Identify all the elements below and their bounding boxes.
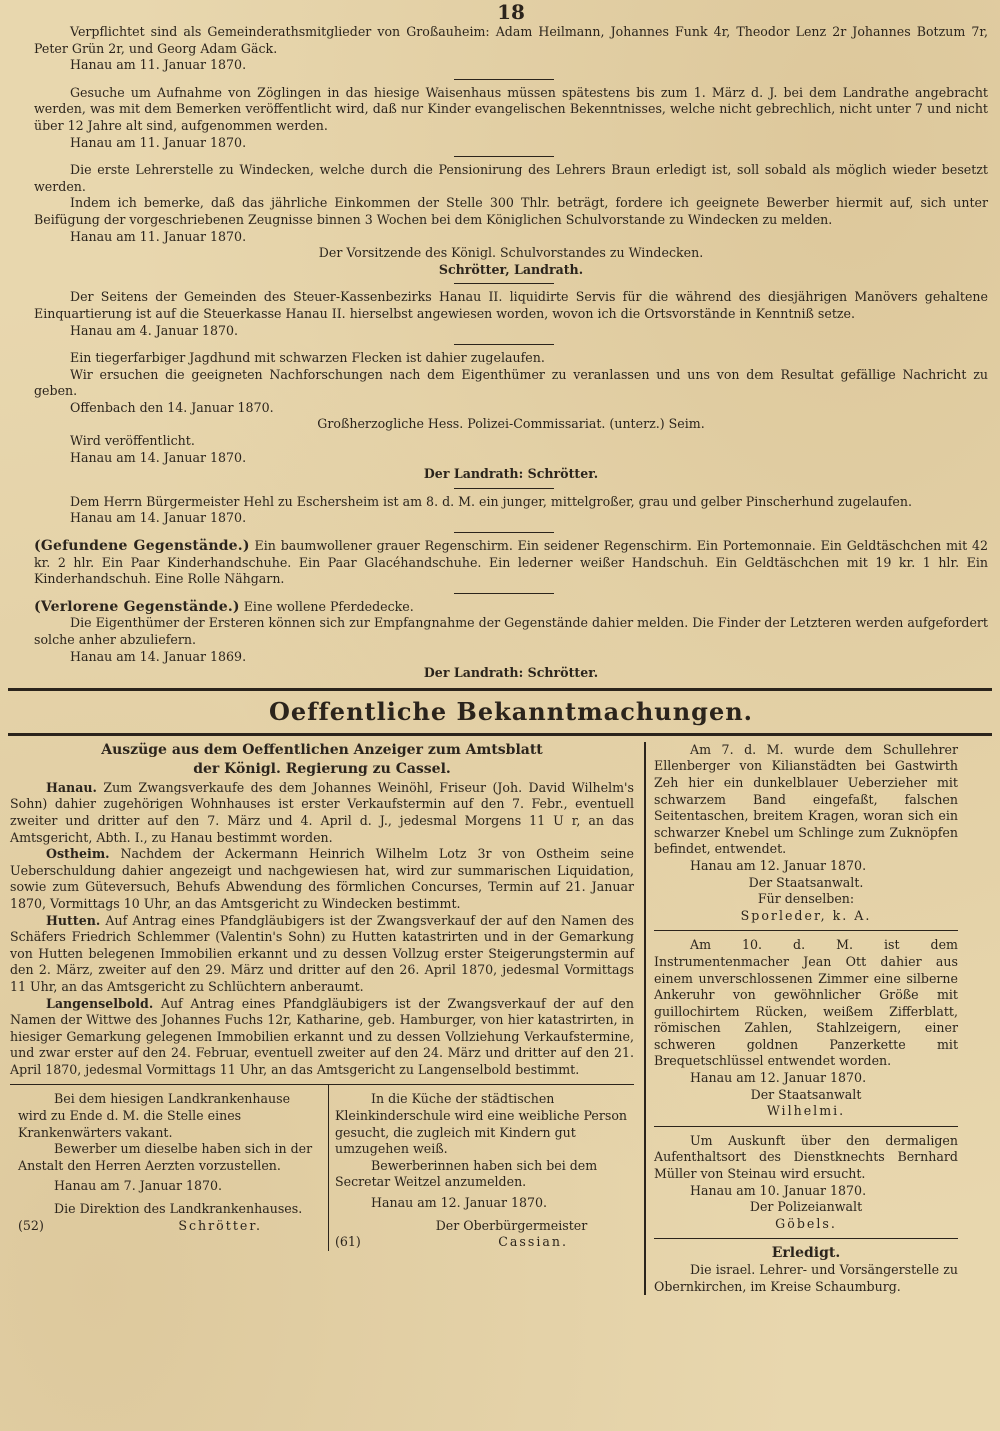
notice-date: Hanau am 12. Januar 1870. xyxy=(690,857,867,873)
separator xyxy=(454,344,554,345)
notice-signature-name: Wilhelmi. xyxy=(766,1103,846,1119)
box-number: (52) xyxy=(18,1217,44,1233)
right-column xyxy=(646,742,958,1295)
separator xyxy=(454,488,554,489)
main-heading: Oeffentliche Bekanntmachungen. xyxy=(268,696,754,726)
section-text: Zum Zwangsverkaufe des dem Johannes Weinöhl, Friseur (Joh. David Wilhelm's Sohn) dahier zugehörigen Wohnhauses ist erster Verkaufstermin auf den 7. Febr., eventuell zweiter und dritter auf den 7. März und 4. April d. J., jedesmal Morgens 11 U r, an das Amtsgericht, Abth. I., zu Hanau bestimmt worden. xyxy=(10,779,634,845)
box-signature-row xyxy=(335,1234,628,1251)
notice-signature: Der Staatsanwalt. xyxy=(748,874,864,890)
box-signature: Die Direktion des Landkrankenhauses. xyxy=(54,1201,303,1217)
section-hutten xyxy=(10,913,634,996)
notice-signature: Großherzogliche Hess. Polizei-Commissariat. (unterz.) Seim. xyxy=(317,416,705,432)
notice-signature: Der Staatsanwalt xyxy=(750,1086,862,1102)
small-notices-row xyxy=(10,1085,634,1250)
notice-gefundene xyxy=(34,538,988,588)
notice-signature-name: Der Landrath: Schrötter. xyxy=(423,665,599,681)
box-signature-row xyxy=(18,1218,322,1235)
notice-lehrerstelle-detail: Indem ich bemerke, daß das jährliche Einkommen der Stelle 300 Thlr. beträgt, fordere ich geeignete Bewerber hiermit auf, sich unter Beifügung der vorgeschriebenen Zeugnisse binnen 3 Wochen bei dem Königlichen Schulvorstande zu Windecken zu melden. xyxy=(34,195,988,227)
box-date: Hanau am 12. Januar 1870. xyxy=(370,1195,548,1211)
separator xyxy=(454,79,554,80)
box-text: In die Küche der städtischen Kleinkinderschule wird eine weibliche Person gesucht, die zugleich mit Kindern gut umzugehen weiß. xyxy=(334,1091,628,1157)
notice-date: Hanau am 11. Januar 1870. xyxy=(70,228,247,244)
notice-date: Hanau am 14. Januar 1869. xyxy=(70,648,247,664)
separator xyxy=(654,1126,958,1127)
notice-date: Offenbach den 14. Januar 1870. xyxy=(70,399,274,415)
notice-gemeinderath: Verpflichtet sind als Gemeinderathsmitglieder von Großauheim: Adam Heilmann, Johannes Funk 4r, Theodor Lenz 2r Johannes Botzum 7r, Peter Grün 2r, und Georg Adam Gäck. xyxy=(34,24,988,56)
notice-gefundene-text: Ein baumwollener grauer Regenschirm. Ein seidener Regenschirm. Ein Portemonnaie. Ein Geldtäschchen mit 42 kr. 2 hlr. Ein Paar Kinderhandschuhe. Ein Paar Glacéhandschuhe. Ein lederner weißer Handschuh. Ein Geldtäschchen mit 19 kr. 1 hlr. Ein Kinderhandschuh. Eine Rolle Nähgarn. xyxy=(34,538,988,587)
box-date: Hanau am 7. Januar 1870. xyxy=(54,1178,223,1194)
notice-verlorene-text: Eine wollene Pferdedecke. xyxy=(243,598,414,614)
section-place: Hanau. xyxy=(46,779,97,795)
section-place: Langenselbold. xyxy=(46,995,154,1011)
notice-lead: (Verlorene Gegenstände.) xyxy=(34,598,240,615)
left-column-subtitle: der Königl. Regierung zu Cassel. xyxy=(193,760,451,777)
notice-date: Hanau am 10. Januar 1870. xyxy=(690,1182,867,1198)
left-column xyxy=(10,742,646,1295)
notice-servis: Der Seitens der Gemeinden des Steuer-Kassenbezirks Hanau II. liquidirte Servis für die während des diesjährigen Manövers gehaltene Einquartierung ist auf die Steuerkasse Hanau II. hierselbst angewiesen worden, wovon ich die Ortsvorstände in Kenntniß setze. xyxy=(34,289,988,321)
notice-auskunft: Um Auskunft über den dermaligen Aufenthaltsort des Dienstknechts Bernhard Müller von Steinau wird ersucht. xyxy=(654,1132,958,1182)
left-column-title: Auszüge aus dem Oeffentlichen Anzeiger zum Amtsblatt xyxy=(101,741,543,758)
notice-erledigt-head: Erledigt. xyxy=(771,1245,841,1262)
separator xyxy=(654,1238,958,1239)
notice-date: Hanau am 14. Januar 1870. xyxy=(70,510,247,526)
notice-waisenhaus: Gesuche um Aufnahme von Zöglingen in das hiesige Waisenhaus müssen spätestens bis zum 1. März d. J. bei dem Landrathe angebracht werden, was mit dem Bemerken veröffentlicht wird, daß nur Kinder evangelischen Bekenntnisses, welche nicht gebrechlich, nicht unter 7 und nicht über 12 Jahre alt sind, aufgenommen werden. xyxy=(34,84,988,133)
page-number: 18 xyxy=(497,0,525,24)
section-rule xyxy=(8,733,992,736)
two-column-layout xyxy=(10,742,988,1295)
separator xyxy=(454,532,554,533)
notice-signature-name: Der Landrath: Schrötter. xyxy=(423,466,599,482)
notice-kleinkinderschule xyxy=(329,1085,634,1250)
notice-signature: Der Vorsitzende des Königl. Schulvorstandes zu Windecken. xyxy=(318,245,704,261)
section-text: Nachdem der Ackermann Heinrich Wilhelm Lotz 3r von Ostheim seine Ueberschuldung dahier angezeigt und nachgewiesen hat, wird zur summarischen Liquidation, sowie zum Güteversuch, Behufs Abwendung des förmlichen Concurses, Termin auf 21. Januar 1870, Vormittags 10 Uhr, an das Amtsgericht zu Windecken bestimmt. xyxy=(10,846,634,911)
section-place: Hutten. xyxy=(46,912,101,928)
box-signature: Der Oberbürgermeister xyxy=(435,1217,588,1233)
notice-krankenhaus xyxy=(10,1085,329,1250)
notice-lehrerstelle: Die erste Lehrerstelle zu Windecken, welche durch die Pensionirung des Lehrers Braun erledigt ist, soll sobald als möglich wieder besetzt werden. xyxy=(34,162,988,194)
box-text: Bewerber um dieselbe haben sich in der Anstalt den Herren Aerzten vorzustellen. xyxy=(18,1141,313,1173)
section-hanau xyxy=(10,780,634,846)
section-langenselbold xyxy=(10,996,634,1079)
section-rule xyxy=(8,688,992,691)
box-signature-name: Cassian. xyxy=(498,1234,568,1250)
box-signature-name: Schrötter. xyxy=(178,1217,262,1233)
box-text: Bei dem hiesigen Landkrankenhause wird zu Ende d. M. die Stelle eines Krankenwärters vakant. xyxy=(18,1091,291,1140)
separator xyxy=(454,283,554,284)
notice-verlorene xyxy=(34,599,988,616)
notice-published: Wird veröffentlicht. xyxy=(70,433,195,449)
notice-jagdhund: Ein tiegerfarbiger Jagdhund mit schwarzen Flecken ist dahier zugelaufen. xyxy=(70,350,545,366)
notice-date: Hanau am 4. Januar 1870. xyxy=(70,322,239,338)
notice-erledigt: Die israel. Lehrer- und Vorsängerstelle zu Obernkirchen, im Kreise Schaumburg. xyxy=(654,1262,958,1294)
section-text: Auf Antrag eines Pfandgläubigers ist der Zwangsverkauf der auf den Namen des Schäfers Friedrich Schlemmer (Valentin's Sohn) zu Hutten katastrirten und in der Gemarkung von Hutten belegenen Immobilien erkannt und zu dessen Vollzug erster Steigerungstermin auf den 2. März, zweiter auf den 29. März und dritter auf den 26. April 1870, jedesmal Vormittags 11 Uhr, an das Amtsgericht zu Schlüchtern anberaumt. xyxy=(10,912,634,994)
notice-date: Hanau am 11. Januar 1870. xyxy=(70,134,247,150)
box-number: (61) xyxy=(334,1234,361,1250)
separator xyxy=(454,156,554,157)
notice-date: Hanau am 12. Januar 1870. xyxy=(690,1070,867,1086)
notice-signature-name: Schrötter, Landrath. xyxy=(438,261,584,277)
notice-date: Hanau am 14. Januar 1870. xyxy=(70,449,247,465)
notice-lead: (Gefundene Gegenstände.) xyxy=(34,538,250,555)
separator xyxy=(654,930,958,931)
notice-ankeruhr: Am 10. d. M. ist dem Instrumentenmacher Jean Ott dahier aus einem unverschlossenen Zimmer eine silberne Ankeruhr von gewöhnlicher Größe mit guillochirtem Rücken, weißem Zifferblatt, römischen Zahlen, Stahlzeigern, einer schweren goldnen Panzerkette mit Brequetschlüssel entwendet worden. xyxy=(654,937,958,1069)
section-place: Ostheim. xyxy=(46,846,110,862)
separator xyxy=(454,593,554,594)
notice-signature: Der Polizeianwalt xyxy=(749,1199,863,1215)
notice-verlorene-detail: Die Eigenthümer der Ersteren können sich zur Empfangnahme der Gegenstände dahier melden. Die Finder der Letzteren werden aufgefordert solche anher abzuliefern. xyxy=(34,615,988,647)
section-text: Auf Antrag eines Pfandgläubigers ist der Zwangsverkauf der auf den Namen der Wittwe des Johannes Fuchs 12r, Katharine, geb. Hamburger, von hier katastrirten, in hiesiger Gemarkung gelegenen Immobilien erkannt und zu dessen Vollziehung Verkaufstermine, und zwar erster auf den 24. Februar, eventuell zweiter auf den 24. März und dritter auf den 21. April 1870, jedesmal Vormittags 11 Uhr, an das Amtsgericht zu Langenselbold bestimmt. xyxy=(10,995,634,1077)
notice-ueberzieher: Am 7. d. M. wurde dem Schullehrer Ellenberger von Kilianstädten bei Gastwirth Zeh hier ein dunkelblauer Ueberzieher mit schwarzem Band eingefaßt, falschen Seitentaschen, breitem Kragen, woran sich ein schwarzer Knebel um Schlinge zum Zuknöpfen befindet, entwendet. xyxy=(654,741,958,857)
notice-date: Hanau am 11. Januar 1870. xyxy=(70,57,247,73)
notice-signature-name: Göbels. xyxy=(775,1215,837,1231)
notice-signature-name: Sporleder, k. A. xyxy=(740,907,872,923)
section-ostheim xyxy=(10,846,634,912)
notice-signature: Für denselben: xyxy=(757,891,855,907)
box-text: Bewerberinnen haben sich bei dem Secretar Weitzel anzumelden. xyxy=(334,1157,598,1190)
notice-jagdhund-detail: Wir ersuchen die geeigneten Nachforschungen nach dem Eigenthümer zu veranlassen und uns von dem Resultat gefällige Nachricht zu geben. xyxy=(34,366,988,399)
notice-pinscher: Dem Herrn Bürgermeister Hehl zu Eschersheim ist am 8. d. M. ein junger, mittelgroßer, grau und gelber Pinscherhund zugelaufen. xyxy=(70,493,912,509)
